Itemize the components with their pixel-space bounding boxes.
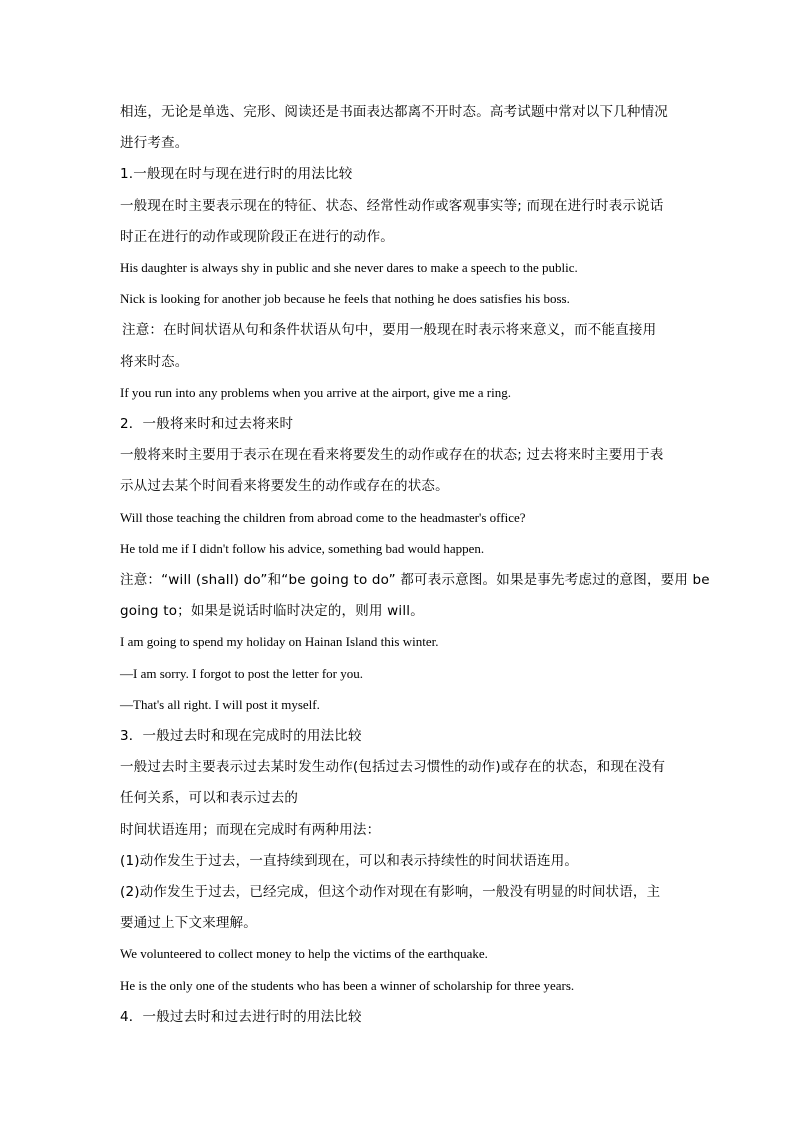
- example-sentence: We volunteered to collect money to help the victims of the earthquake.: [120, 946, 488, 961]
- paragraph-line: 时间状语连用；而现在完成时有两种用法：: [120, 822, 381, 838]
- example-sentence: Nick is looking for another job because he feels that nothing he does satisfies his boss.: [120, 291, 570, 306]
- section-heading-2: 2．一般将来时和过去将来时: [120, 416, 294, 432]
- section-heading-3: 3．一般过去时和现在完成时的用法比较: [120, 728, 362, 744]
- list-item: (2)动作发生于过去，已经完成，但这个动作对现在有影响，一般没有明显的时间状语，主: [120, 884, 661, 900]
- paragraph-line: 一般现在时主要表示现在的特征、状态、经常性动作或客观事实等; 而现在进行时表示说话: [120, 198, 664, 214]
- example-sentence: I am going to spend my holiday on Hainan Island this winter.: [120, 634, 439, 649]
- note-line: 将来时态。: [120, 354, 189, 370]
- paragraph-line: 任何关系，可以和表示过去的: [120, 790, 299, 806]
- example-sentence: If you run into any problems when you arrive at the airport, give me a ring.: [120, 385, 511, 400]
- example-sentence: His daughter is always shy in public and she never dares to make a speech to the public.: [120, 260, 578, 275]
- note-line: going to；如果是说话时临时决定的，则用 will。: [120, 603, 424, 619]
- example-sentence: Will those teaching the children from abroad come to the headmaster's office?: [120, 510, 526, 525]
- paragraph-line: 进行考查。: [120, 135, 189, 151]
- paragraph-line: 示从过去某个时间看来将要发生的动作或存在的状态。: [120, 478, 449, 494]
- note-line: 注意：在时间状语从句和条件状语从句中，要用一般现在时表示将来意义，而不能直接用: [122, 322, 657, 338]
- paragraph-line: 一般过去时主要表示过去某时发生动作(包括过去习惯性的动作)或存在的状态，和现在没有: [120, 759, 666, 775]
- section-heading-1: 1.一般现在时与现在进行时的用法比较: [120, 166, 353, 182]
- paragraph-line: 时正在进行的动作或现阶段正在进行的动作。: [120, 229, 394, 245]
- note-line: 注意：“will (shall) do”和“be going to do” 都可表示意图。如果是事先考虑过的意图，要用 be: [120, 572, 710, 588]
- dialogue-line: —That's all right. I will post it myself.: [120, 697, 320, 712]
- paragraph-line: 要通过上下文来理解。: [120, 915, 257, 931]
- paragraph-line: 相连，无论是单选、完形、阅读还是书面表达都离不开时态。高考试题中常对以下几种情况: [120, 104, 668, 120]
- list-item: (1)动作发生于过去，一直持续到现在，可以和表示持续性的时间状语连用。: [120, 853, 579, 869]
- section-heading-4: 4．一般过去时和过去进行时的用法比较: [120, 1009, 362, 1025]
- paragraph-line: 一般将来时主要用于表示在现在看来将要发生的动作或存在的状态; 过去将来时主要用于表: [120, 447, 664, 463]
- example-sentence: He is the only one of the students who has been a winner of scholarship for three years.: [120, 978, 575, 993]
- example-sentence: He told me if I didn't follow his advice, something bad would happen.: [120, 541, 485, 556]
- dialogue-line: —I am sorry. I forgot to post the letter for you.: [120, 666, 363, 681]
